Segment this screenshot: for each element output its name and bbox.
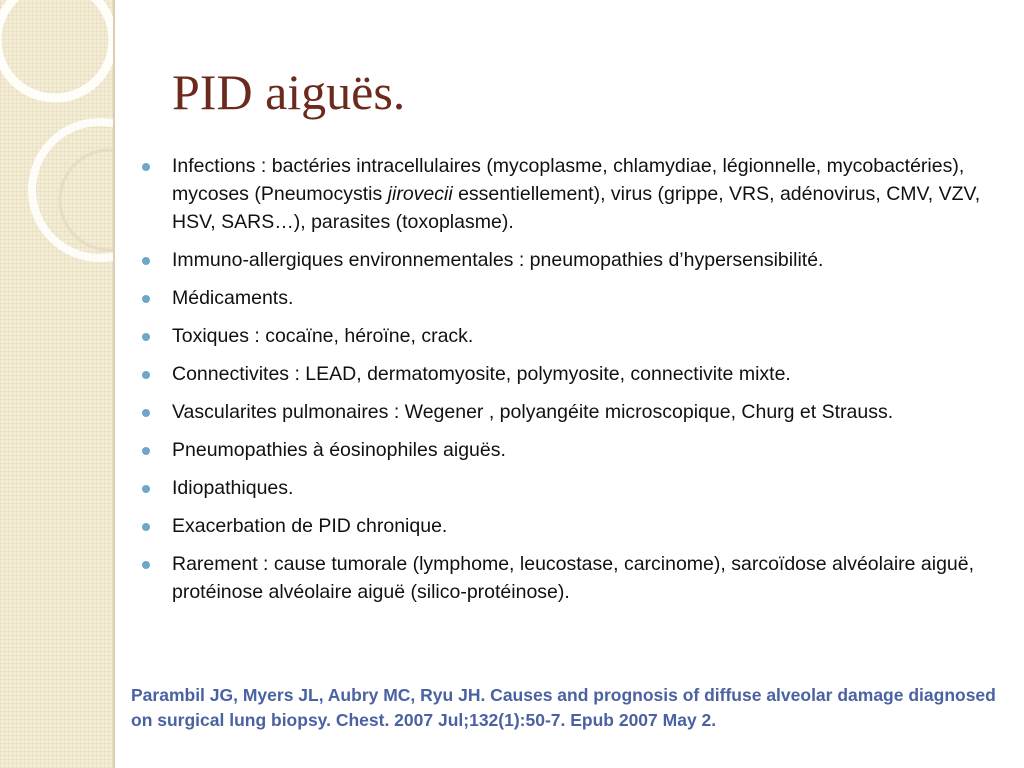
ring-decoration-icon xyxy=(0,0,113,768)
decorative-side-panel xyxy=(0,0,113,768)
bullet-dot-icon xyxy=(142,561,150,569)
bullet-item-exacerbation xyxy=(140,512,1000,540)
bullet-text: Toxiques : cocaïne, héroïne, crack. xyxy=(172,325,474,347)
bullet-text: essentiellement), virus (grippe, VRS, adénovirus, CMV, VZV, HSV, SARS…), parasites (toxoplasme). xyxy=(172,183,981,233)
bullet-item-idiopathiques xyxy=(140,474,1000,502)
bullet-dot-icon xyxy=(142,295,150,303)
side-panel-edge xyxy=(113,0,115,768)
slide-title: PID aiguës. xyxy=(172,64,406,120)
bullet-text: Immuno-allergiques environnementales : pneumopathies d’hypersensibilité. xyxy=(172,249,824,271)
bullet-dot-icon xyxy=(142,371,150,379)
bullet-text: Exacerbation de PID chronique. xyxy=(172,515,448,537)
bullet-text-italic: jirovecii xyxy=(387,183,453,205)
bullet-dot-icon xyxy=(142,523,150,531)
bullet-dot-icon xyxy=(142,257,150,265)
bullet-item-rarement xyxy=(140,550,1000,606)
bullet-dot-icon xyxy=(142,485,150,493)
bullet-item-medicaments xyxy=(140,284,1000,312)
bullet-list xyxy=(140,152,1000,616)
bullet-text: Connectivites : LEAD, dermatomyosite, polymyosite, connectivite mixte. xyxy=(172,363,791,385)
bullet-dot-icon xyxy=(142,333,150,341)
citation-reference: Parambil JG, Myers JL, Aubry MC, Ryu JH. Causes and prognosis of diffuse alveolar damage diagnosed on surgical lung biopsy. Chest. 2007 Jul;132(1):50-7. Epub 2007 May 2. xyxy=(131,685,996,730)
bullet-item-toxiques xyxy=(140,322,1000,350)
bullet-dot-icon xyxy=(142,163,150,171)
bullet-dot-icon xyxy=(142,409,150,417)
bullet-text: Pneumopathies à éosinophiles aiguës. xyxy=(172,439,506,461)
bullet-item-infections xyxy=(140,152,1000,236)
bullet-item-connectivites xyxy=(140,360,1000,388)
bullet-item-eosinophiles xyxy=(140,436,1000,464)
bullet-item-vascularites xyxy=(140,398,1000,426)
bullet-dot-icon xyxy=(142,447,150,455)
bullet-item-immuno-allergiques xyxy=(140,246,1000,274)
bullet-text: Infections : bactéries intracellulaires (mycoplasme, chlamydiae, légionnelle, mycobactéries), mycoses (Pneumocystis xyxy=(172,155,965,205)
bullet-text: Médicaments. xyxy=(172,287,294,309)
bullet-text: Idiopathiques. xyxy=(172,477,294,499)
bullet-text: Rarement : cause tumorale (lymphome, leucostase, carcinome), sarcoïdose alvéolaire aiguë, protéinose alvéolaire aiguë (silico-protéinose). xyxy=(172,553,975,603)
bullet-text: Vascularites pulmonaires : Wegener , polyangéite microscopique, Churg et Strauss. xyxy=(172,401,894,423)
